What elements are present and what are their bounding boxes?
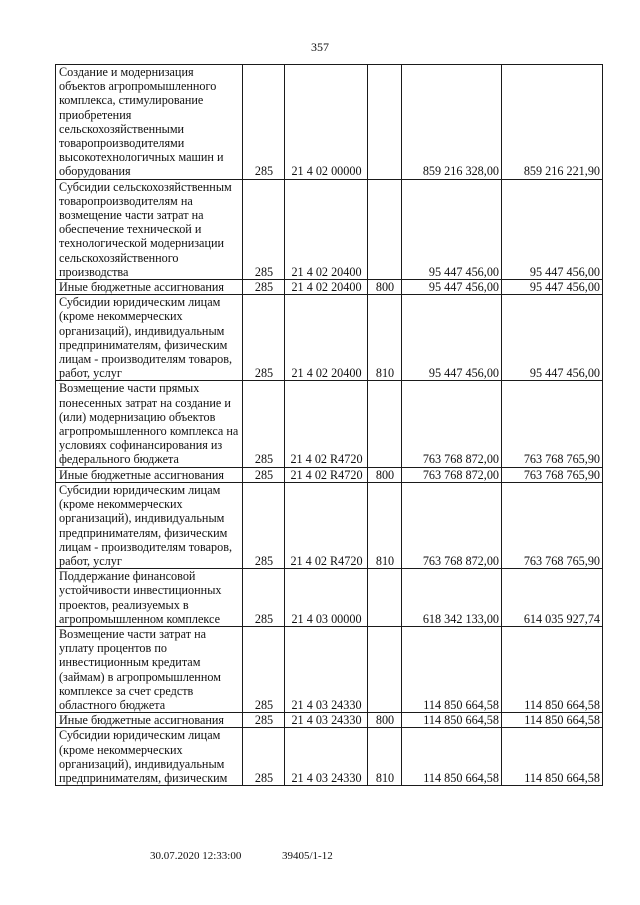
- executed-amount-cell: 859 216 221,90: [502, 65, 603, 180]
- executed-amount-cell: 114 850 664,58: [502, 728, 603, 786]
- footer-document-code: 39405/1-12: [282, 850, 333, 862]
- planned-amount-cell: 618 342 133,00: [402, 569, 502, 627]
- budget-table: [55, 64, 603, 786]
- expense-type-cell: [368, 569, 402, 627]
- admin-code-cell: 285: [243, 381, 285, 467]
- expense-name-cell: Субсидии юридическим лицам (кроме некоммерческих организаций), индивидуальным предпринимателям, физическим лицам - производителям товаров, работ, услуг: [56, 482, 243, 568]
- expense-name-cell: Субсидии сельскохозяйственным товаропроизводителям на возмещение части затрат на обеспечение технической и технологической модернизации сельскохозяйственного производства: [56, 179, 243, 279]
- target-article-cell: 21 4 02 20400: [285, 179, 368, 279]
- expense-type-cell: [368, 65, 402, 180]
- admin-code-cell: 285: [243, 65, 285, 180]
- expense-type-cell: [368, 381, 402, 467]
- admin-code-cell: 285: [243, 728, 285, 786]
- expense-type-cell: [368, 179, 402, 279]
- admin-code-cell: 285: [243, 569, 285, 627]
- table-row: [56, 626, 603, 712]
- executed-amount-cell: 763 768 765,90: [502, 482, 603, 568]
- footer-timestamp: 30.07.2020 12:33:00: [150, 850, 242, 862]
- expense-type-cell: 800: [368, 713, 402, 728]
- planned-amount-cell: 95 447 456,00: [402, 295, 502, 381]
- admin-code-cell: 285: [243, 467, 285, 482]
- expense-type-cell: 810: [368, 482, 402, 568]
- target-article-cell: 21 4 02 R4720: [285, 467, 368, 482]
- table-row: [56, 728, 603, 786]
- target-article-cell: 21 4 02 R4720: [285, 381, 368, 467]
- expense-name-cell: Иные бюджетные ассигнования: [56, 467, 243, 482]
- table-row: [56, 713, 603, 728]
- expense-name-cell: Иные бюджетные ассигнования: [56, 713, 243, 728]
- planned-amount-cell: 95 447 456,00: [402, 179, 502, 279]
- executed-amount-cell: 95 447 456,00: [502, 280, 603, 295]
- target-article-cell: 21 4 02 20400: [285, 295, 368, 381]
- target-article-cell: 21 4 03 24330: [285, 728, 368, 786]
- planned-amount-cell: 114 850 664,58: [402, 626, 502, 712]
- budget-table-body: [56, 65, 603, 786]
- planned-amount-cell: 763 768 872,00: [402, 381, 502, 467]
- planned-amount-cell: 763 768 872,00: [402, 482, 502, 568]
- expense-type-cell: 810: [368, 295, 402, 381]
- target-article-cell: 21 4 03 24330: [285, 626, 368, 712]
- expense-type-cell: 810: [368, 728, 402, 786]
- expense-name-cell: Субсидии юридическим лицам (кроме некоммерческих организаций), индивидуальным предпринимателям, физическим лицам - производителям товаров, работ, услуг: [56, 295, 243, 381]
- executed-amount-cell: 114 850 664,58: [502, 626, 603, 712]
- expense-name-cell: Создание и модернизация объектов агропромышленного комплекса, стимулирование приобретения сельскохозяйственными товаропроизводителями высокотехнологичных машин и оборудования: [56, 65, 243, 180]
- table-row: [56, 381, 603, 467]
- admin-code-cell: 285: [243, 713, 285, 728]
- planned-amount-cell: 95 447 456,00: [402, 280, 502, 295]
- target-article-cell: 21 4 03 00000: [285, 569, 368, 627]
- admin-code-cell: 285: [243, 179, 285, 279]
- executed-amount-cell: 114 850 664,58: [502, 713, 603, 728]
- table-row: [56, 295, 603, 381]
- table-row: [56, 179, 603, 279]
- target-article-cell: 21 4 02 00000: [285, 65, 368, 180]
- expense-type-cell: 800: [368, 467, 402, 482]
- admin-code-cell: 285: [243, 280, 285, 295]
- expense-type-cell: 800: [368, 280, 402, 295]
- table-row: [56, 467, 603, 482]
- admin-code-cell: 285: [243, 482, 285, 568]
- expense-name-cell: Иные бюджетные ассигнования: [56, 280, 243, 295]
- executed-amount-cell: 614 035 927,74: [502, 569, 603, 627]
- target-article-cell: 21 4 02 20400: [285, 280, 368, 295]
- planned-amount-cell: 859 216 328,00: [402, 65, 502, 180]
- target-article-cell: 21 4 02 R4720: [285, 482, 368, 568]
- planned-amount-cell: 114 850 664,58: [402, 713, 502, 728]
- table-row: [56, 569, 603, 627]
- table-row: [56, 482, 603, 568]
- admin-code-cell: 285: [243, 626, 285, 712]
- expense-name-cell: Возмещение части прямых понесенных затрат на создание и (или) модернизацию объектов агропромышленного комплекса на условиях софинансирования из федерального бюджета: [56, 381, 243, 467]
- executed-amount-cell: 763 768 765,90: [502, 467, 603, 482]
- expense-name-cell: Возмещение части затрат на уплату процентов по инвестиционным кредитам (займам) в агропромышленном комплексе за счет средств областного бюджета: [56, 626, 243, 712]
- page-number: 357: [311, 40, 329, 54]
- table-row: [56, 280, 603, 295]
- executed-amount-cell: 95 447 456,00: [502, 295, 603, 381]
- planned-amount-cell: 763 768 872,00: [402, 467, 502, 482]
- target-article-cell: 21 4 03 24330: [285, 713, 368, 728]
- planned-amount-cell: 114 850 664,58: [402, 728, 502, 786]
- expense-type-cell: [368, 626, 402, 712]
- executed-amount-cell: 763 768 765,90: [502, 381, 603, 467]
- admin-code-cell: 285: [243, 295, 285, 381]
- expense-name-cell: Субсидии юридическим лицам (кроме некоммерческих организаций), индивидуальным предпринимателям, физическим: [56, 728, 243, 786]
- executed-amount-cell: 95 447 456,00: [502, 179, 603, 279]
- expense-name-cell: Поддержание финансовой устойчивости инвестиционных проектов, реализуемых в агропромышленном комплексе: [56, 569, 243, 627]
- table-row: [56, 65, 603, 180]
